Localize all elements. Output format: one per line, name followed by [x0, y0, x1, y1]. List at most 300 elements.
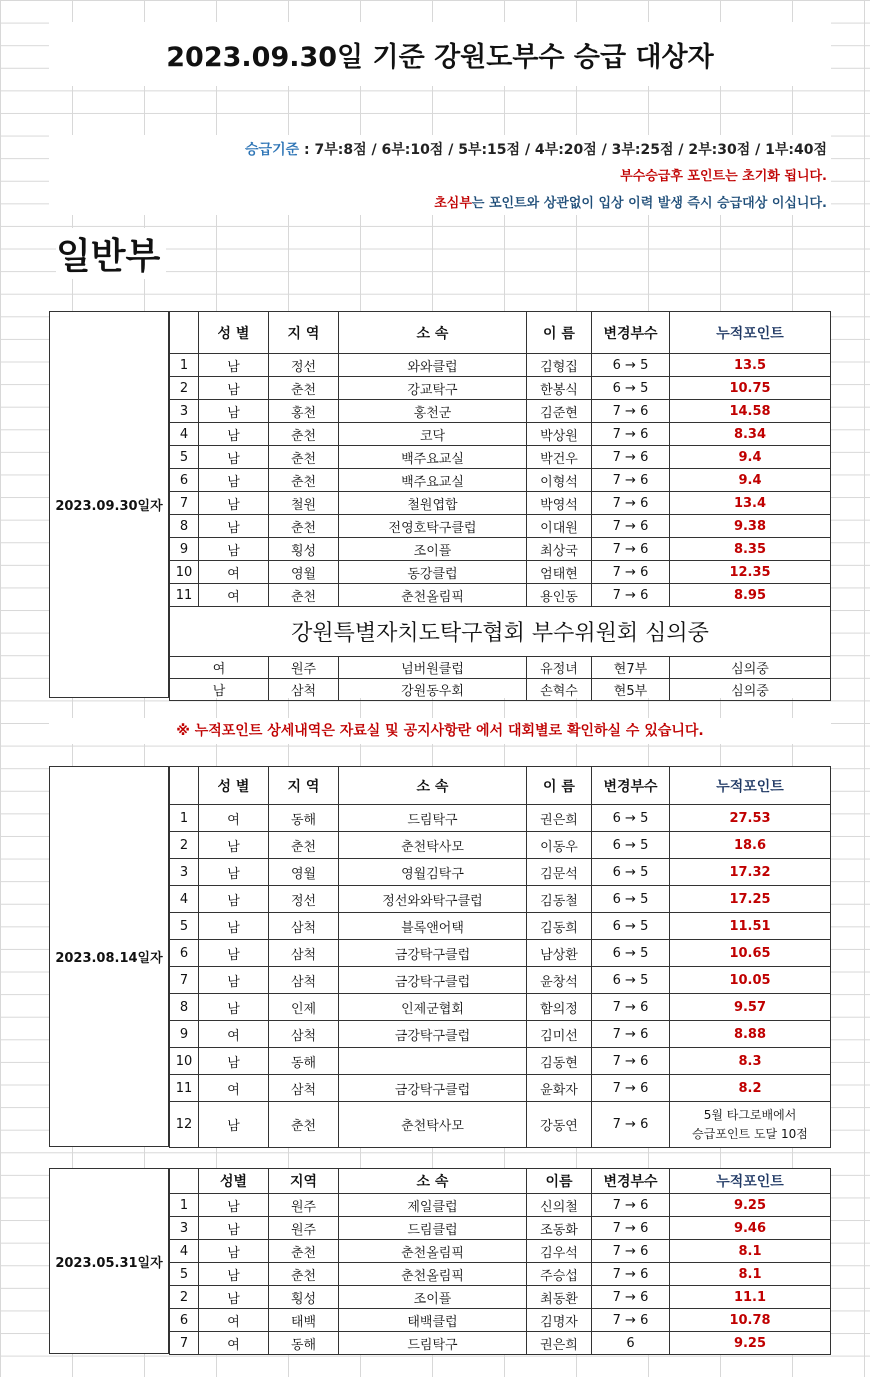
region-cell: 횡성 [269, 1286, 339, 1309]
table-row [170, 377, 831, 400]
region-cell: 춘천 [269, 584, 339, 607]
points-cell: 9.4 [670, 446, 831, 469]
header-gender: 성 별 [199, 312, 269, 354]
gender-cell: 남 [199, 1240, 269, 1263]
club-cell: 동강클럽 [339, 561, 527, 584]
row-number: 2 [170, 832, 199, 859]
division-cell: 7 → 6 [592, 1286, 670, 1309]
region-cell: 삼척 [269, 913, 339, 940]
region-cell: 홍천 [269, 400, 339, 423]
club-cell: 제일클럽 [339, 1194, 527, 1217]
header-gender: 성별 [199, 1169, 269, 1194]
gender-cell: 남 [199, 1217, 269, 1240]
club-cell: 드림탁구 [339, 1332, 527, 1355]
review-row [170, 679, 831, 701]
row-number: 6 [170, 1309, 199, 1332]
name-cell: 권은희 [527, 1332, 592, 1355]
gender-cell: 남 [199, 1048, 269, 1075]
table-row [170, 913, 831, 940]
row-number: 5 [170, 446, 199, 469]
region-cell: 인제 [269, 994, 339, 1021]
gender-cell: 남 [199, 1263, 269, 1286]
header-club: 소 속 [339, 1169, 527, 1194]
beginner-label: 초심부 [434, 196, 472, 211]
club-cell: 인제군협회 [339, 994, 527, 1021]
name-cell: 이형석 [527, 469, 592, 492]
name-cell: 강동연 [527, 1102, 592, 1148]
gender-cell: 남 [199, 913, 269, 940]
table-row [170, 1075, 831, 1102]
table-row [170, 940, 831, 967]
header-points: 누적포인트 [670, 312, 831, 354]
table-row [170, 1048, 831, 1075]
division-cell: 현7부 [592, 657, 670, 679]
club-cell: 홍천군 [339, 400, 527, 423]
club-cell: 백주요교실 [339, 469, 527, 492]
review-banner: 강원특별자치도탁구협회 부수위원회 심의중 [170, 607, 831, 657]
division-cell: 7 → 6 [592, 1194, 670, 1217]
region-cell: 동해 [269, 1048, 339, 1075]
header-name: 이 름 [527, 767, 592, 805]
section-title: 일반부 [56, 228, 166, 279]
header-no [170, 1169, 199, 1194]
club-cell: 조이플 [339, 538, 527, 561]
beginner-text: 는 포인트와 상관없이 입상 이력 발생 즉시 승급대상 이십니다. [471, 196, 827, 211]
page-title: 2023.09.30일 기준 강원도부수 승급 대상자 [49, 22, 831, 86]
region-cell: 삼척 [269, 679, 339, 701]
table-row [170, 561, 831, 584]
promotion-table-1 [169, 311, 831, 701]
region-cell: 삼척 [269, 1075, 339, 1102]
region-cell: 춘천 [269, 377, 339, 400]
table-row [170, 994, 831, 1021]
criteria-text: : 7부:8점 / 6부:10점 / 5부:15점 / 4부:20점 / 3부:25점 / 2부:30점 / 1부:40점 [299, 142, 827, 158]
row-number: 3 [170, 859, 199, 886]
row-number: 3 [170, 1217, 199, 1240]
name-cell: 신의철 [527, 1194, 592, 1217]
region-cell: 삼척 [269, 1021, 339, 1048]
table-row [170, 832, 831, 859]
gender-cell: 남 [199, 354, 269, 377]
region-cell: 춘천 [269, 423, 339, 446]
name-cell: 김동철 [527, 886, 592, 913]
row-number: 12 [170, 1102, 199, 1148]
division-cell: 7 → 6 [592, 1240, 670, 1263]
gender-cell: 여 [199, 1021, 269, 1048]
points-cell: 8.35 [670, 538, 831, 561]
club-cell: 조이플 [339, 1286, 527, 1309]
club-cell: 철원엽합 [339, 492, 527, 515]
header-region: 지역 [269, 1169, 339, 1194]
region-cell: 춘천 [269, 515, 339, 538]
row-number: 4 [170, 1240, 199, 1263]
division-cell: 7 → 6 [592, 584, 670, 607]
club-cell: 드림클럽 [339, 1217, 527, 1240]
name-cell: 김형집 [527, 354, 592, 377]
header-club: 소 속 [339, 312, 527, 354]
division-cell: 7 → 6 [592, 1263, 670, 1286]
row-number: 1 [170, 805, 199, 832]
region-cell: 철원 [269, 492, 339, 515]
region-cell: 삼척 [269, 967, 339, 994]
row-number: 6 [170, 940, 199, 967]
club-cell: 백주요교실 [339, 446, 527, 469]
row-number: 7 [170, 967, 199, 994]
division-cell: 7 → 6 [592, 561, 670, 584]
division-cell: 6 → 5 [592, 967, 670, 994]
rows-2 [170, 805, 831, 1102]
club-cell: 코닥 [339, 423, 527, 446]
row-number: 10 [170, 561, 199, 584]
reset-note: 부수승급후 포인트는 초기화 됩니다. [620, 169, 827, 184]
promotion-block-1 [49, 311, 831, 698]
status-cell: 심의중 [670, 657, 831, 679]
name-cell: 주승섭 [527, 1263, 592, 1286]
points-cell: 9.25 [670, 1332, 831, 1355]
name-cell: 박영석 [527, 492, 592, 515]
name-cell: 한봉식 [527, 377, 592, 400]
division-cell: 7 → 6 [592, 515, 670, 538]
row-number: 8 [170, 515, 199, 538]
row-number: 8 [170, 994, 199, 1021]
points-cell: 13.5 [670, 354, 831, 377]
gender-cell: 남 [199, 469, 269, 492]
points-cell: 9.57 [670, 994, 831, 1021]
club-cell: 금강탁구클럽 [339, 940, 527, 967]
club-cell: 블록앤어택 [339, 913, 527, 940]
gender-cell: 남 [199, 446, 269, 469]
division-cell: 6 → 5 [592, 377, 670, 400]
gender-cell: 남 [199, 1286, 269, 1309]
club-cell: 강교탁구 [339, 377, 527, 400]
gender-cell: 남 [199, 886, 269, 913]
name-cell: 함의정 [527, 994, 592, 1021]
region-cell: 춘천 [269, 1263, 339, 1286]
name-cell: 용인동 [527, 584, 592, 607]
club-cell: 금강탁구클럽 [339, 967, 527, 994]
rows-1 [170, 354, 831, 607]
points-cell: 13.4 [670, 492, 831, 515]
points-cell: 9.4 [670, 469, 831, 492]
division-cell: 7 → 6 [592, 1309, 670, 1332]
gender-cell: 남 [199, 492, 269, 515]
date-cell: 2023.05.31일자 [49, 1168, 169, 1354]
points-cell: 27.53 [670, 805, 831, 832]
table-row [170, 805, 831, 832]
promotion-block-2 [49, 766, 831, 1147]
region-cell: 동해 [269, 805, 339, 832]
header-row [170, 767, 831, 805]
name-cell: 윤창석 [527, 967, 592, 994]
name-cell: 최상국 [527, 538, 592, 561]
promotion-table-3 [169, 1168, 831, 1355]
region-cell: 정선 [269, 886, 339, 913]
points-cell: 8.2 [670, 1075, 831, 1102]
division-cell: 7 → 6 [592, 1021, 670, 1048]
region-cell: 춘천 [269, 1240, 339, 1263]
points-cell: 8.3 [670, 1048, 831, 1075]
row-number: 5 [170, 913, 199, 940]
division-cell: 6 → 5 [592, 940, 670, 967]
club-cell: 강원동우회 [339, 679, 527, 701]
name-cell: 김동희 [527, 913, 592, 940]
gender-cell: 여 [199, 805, 269, 832]
name-cell: 김우석 [527, 1240, 592, 1263]
club-cell: 금강탁구클럽 [339, 1021, 527, 1048]
region-cell: 원주 [269, 657, 339, 679]
gender-cell: 여 [199, 1332, 269, 1355]
division-cell: 6 → 5 [592, 886, 670, 913]
points-cell: 8.88 [670, 1021, 831, 1048]
row-number: 6 [170, 469, 199, 492]
division-cell: 7 → 6 [592, 446, 670, 469]
gender-cell: 남 [199, 832, 269, 859]
table-row [170, 492, 831, 515]
note-line: 5월 타그로배에서 [703, 1107, 797, 1122]
promotion-table-2 [169, 766, 831, 1148]
row-number: 2 [170, 1286, 199, 1309]
promotion-block-3 [49, 1168, 831, 1354]
gender-cell: 남 [199, 400, 269, 423]
region-cell: 춘천 [269, 832, 339, 859]
region-cell: 영월 [269, 859, 339, 886]
division-cell: 6 [592, 1332, 670, 1355]
date-cell: 2023.09.30일자 [49, 311, 169, 698]
name-cell: 조동화 [527, 1217, 592, 1240]
points-cell: 10.75 [670, 377, 831, 400]
row-number: 2 [170, 377, 199, 400]
name-cell: 이대원 [527, 515, 592, 538]
points-cell: 18.6 [670, 832, 831, 859]
gender-cell: 여 [199, 584, 269, 607]
criteria-label: 승급기준 [245, 142, 300, 158]
division-cell: 7 → 6 [592, 1102, 670, 1148]
points-note-cell [670, 1102, 831, 1148]
header-points: 누적포인트 [670, 767, 831, 805]
table-row [170, 354, 831, 377]
points-cell: 8.34 [670, 423, 831, 446]
table-row [170, 515, 831, 538]
table-row [170, 859, 831, 886]
status-cell: 심의중 [670, 679, 831, 701]
name-cell: 이동우 [527, 832, 592, 859]
table-row [170, 400, 831, 423]
header-division-change: 변경부수 [592, 767, 670, 805]
name-cell: 손혁수 [527, 679, 592, 701]
club-cell: 춘천올림픽 [339, 1240, 527, 1263]
club-cell: 정선와와탁구클럽 [339, 886, 527, 913]
header-division-change: 변경부수 [592, 312, 670, 354]
header-region: 지 역 [269, 312, 339, 354]
points-cell: 17.25 [670, 886, 831, 913]
header-club: 소 속 [339, 767, 527, 805]
header-no [170, 312, 199, 354]
gender-cell: 남 [199, 940, 269, 967]
club-cell: 태백클럽 [339, 1309, 527, 1332]
division-cell: 7 → 6 [592, 1075, 670, 1102]
division-cell: 7 → 6 [592, 492, 670, 515]
region-cell: 영월 [269, 561, 339, 584]
date-cell: 2023.08.14일자 [49, 766, 169, 1147]
table-row [170, 1194, 831, 1217]
row-number: 5 [170, 1263, 199, 1286]
row-number: 4 [170, 423, 199, 446]
club-cell: 춘천올림픽 [339, 1263, 527, 1286]
rows-3 [170, 1194, 831, 1355]
club-cell: 춘천올림픽 [339, 584, 527, 607]
beginner-note [434, 192, 827, 211]
table-row [170, 1309, 831, 1332]
points-cell: 17.32 [670, 859, 831, 886]
table-row [170, 446, 831, 469]
name-cell: 박건우 [527, 446, 592, 469]
header-row [170, 1169, 831, 1194]
division-cell: 7 → 6 [592, 400, 670, 423]
table-row [170, 967, 831, 994]
gender-cell: 여 [170, 657, 269, 679]
gender-cell: 여 [199, 1075, 269, 1102]
table-row [170, 1240, 831, 1263]
name-cell: 엄태현 [527, 561, 592, 584]
promotion-info [49, 135, 831, 215]
division-cell: 7 → 6 [592, 423, 670, 446]
division-cell: 6 → 5 [592, 859, 670, 886]
region-cell: 원주 [269, 1217, 339, 1240]
division-cell: 6 → 5 [592, 832, 670, 859]
club-cell: 춘천탁사모 [339, 1102, 527, 1148]
gender-cell: 여 [199, 1309, 269, 1332]
region-cell: 원주 [269, 1194, 339, 1217]
points-cell: 10.78 [670, 1309, 831, 1332]
name-cell: 김동현 [527, 1048, 592, 1075]
club-cell: 금강탁구클럽 [339, 1075, 527, 1102]
region-cell: 횡성 [269, 538, 339, 561]
table-row [170, 469, 831, 492]
division-cell: 7 → 6 [592, 538, 670, 561]
row-number: 9 [170, 538, 199, 561]
table-row [170, 1021, 831, 1048]
points-cell: 9.38 [670, 515, 831, 538]
points-cell: 10.65 [670, 940, 831, 967]
row-number: 10 [170, 1048, 199, 1075]
division-cell: 7 → 6 [592, 1217, 670, 1240]
region-cell: 정선 [269, 354, 339, 377]
points-cell: 8.1 [670, 1240, 831, 1263]
row-number: 1 [170, 1194, 199, 1217]
header-points: 누적포인트 [670, 1169, 831, 1194]
division-cell: 7 → 6 [592, 1048, 670, 1075]
division-cell: 6 → 5 [592, 913, 670, 940]
header-name: 이름 [527, 1169, 592, 1194]
division-cell: 7 → 6 [592, 994, 670, 1021]
gender-cell: 남 [170, 679, 269, 701]
gender-cell: 남 [199, 994, 269, 1021]
header-division-change: 변경부수 [592, 1169, 670, 1194]
points-notice: ※ 누적포인트 상세내역은 자료실 및 공지사항란 에서 대회별로 확인하실 수 있습니다. [49, 718, 831, 744]
division-cell: 6 → 5 [592, 354, 670, 377]
name-cell: 윤화자 [527, 1075, 592, 1102]
note-line: 승급포인트 도달 10점 [692, 1126, 808, 1141]
name-cell: 김준현 [527, 400, 592, 423]
name-cell: 최동환 [527, 1286, 592, 1309]
club-cell [339, 1048, 527, 1075]
header-no [170, 767, 199, 805]
table-row [170, 1263, 831, 1286]
points-cell: 9.25 [670, 1194, 831, 1217]
region-cell: 춘천 [269, 1102, 339, 1148]
header-name: 이 름 [527, 312, 592, 354]
row-number: 7 [170, 1332, 199, 1355]
gender-cell: 남 [199, 859, 269, 886]
name-cell: 김미선 [527, 1021, 592, 1048]
name-cell: 유정녀 [527, 657, 592, 679]
points-cell: 10.05 [670, 967, 831, 994]
gender-cell: 여 [199, 561, 269, 584]
division-cell: 6 → 5 [592, 805, 670, 832]
gender-cell: 남 [199, 515, 269, 538]
table-row [170, 1102, 831, 1148]
club-cell: 영월김탁구 [339, 859, 527, 886]
points-cell: 11.1 [670, 1286, 831, 1309]
gender-cell: 남 [199, 967, 269, 994]
points-cell: 11.51 [670, 913, 831, 940]
points-cell: 14.58 [670, 400, 831, 423]
row-number: 1 [170, 354, 199, 377]
club-cell: 전영호탁구클럽 [339, 515, 527, 538]
region-cell: 춘천 [269, 446, 339, 469]
table-row [170, 423, 831, 446]
region-cell: 태백 [269, 1309, 339, 1332]
gender-cell: 남 [199, 377, 269, 400]
table-row [170, 1332, 831, 1355]
table-row [170, 584, 831, 607]
criteria-line [245, 139, 827, 159]
header-row [170, 312, 831, 354]
region-cell: 삼척 [269, 940, 339, 967]
row-number: 7 [170, 492, 199, 515]
division-cell: 7 → 6 [592, 469, 670, 492]
table-row [170, 538, 831, 561]
club-cell: 춘천탁사모 [339, 832, 527, 859]
club-cell: 넘버원클럽 [339, 657, 527, 679]
gender-cell: 남 [199, 423, 269, 446]
header-region: 지 역 [269, 767, 339, 805]
table-row [170, 1286, 831, 1309]
name-cell: 남상환 [527, 940, 592, 967]
club-cell: 드림탁구 [339, 805, 527, 832]
gender-cell: 남 [199, 538, 269, 561]
points-cell: 8.95 [670, 584, 831, 607]
row-number: 11 [170, 584, 199, 607]
gender-cell: 남 [199, 1194, 269, 1217]
points-cell: 12.35 [670, 561, 831, 584]
club-cell: 와와클럽 [339, 354, 527, 377]
review-banner-row [170, 607, 831, 657]
table-row [170, 886, 831, 913]
division-cell: 현5부 [592, 679, 670, 701]
table-row [170, 1217, 831, 1240]
name-cell: 권은희 [527, 805, 592, 832]
region-cell: 춘천 [269, 469, 339, 492]
row-number: 3 [170, 400, 199, 423]
row-number: 9 [170, 1021, 199, 1048]
gender-cell: 남 [199, 1102, 269, 1148]
name-cell: 김문석 [527, 859, 592, 886]
row-number: 11 [170, 1075, 199, 1102]
name-cell: 박상원 [527, 423, 592, 446]
region-cell: 동해 [269, 1332, 339, 1355]
name-cell: 김명자 [527, 1309, 592, 1332]
